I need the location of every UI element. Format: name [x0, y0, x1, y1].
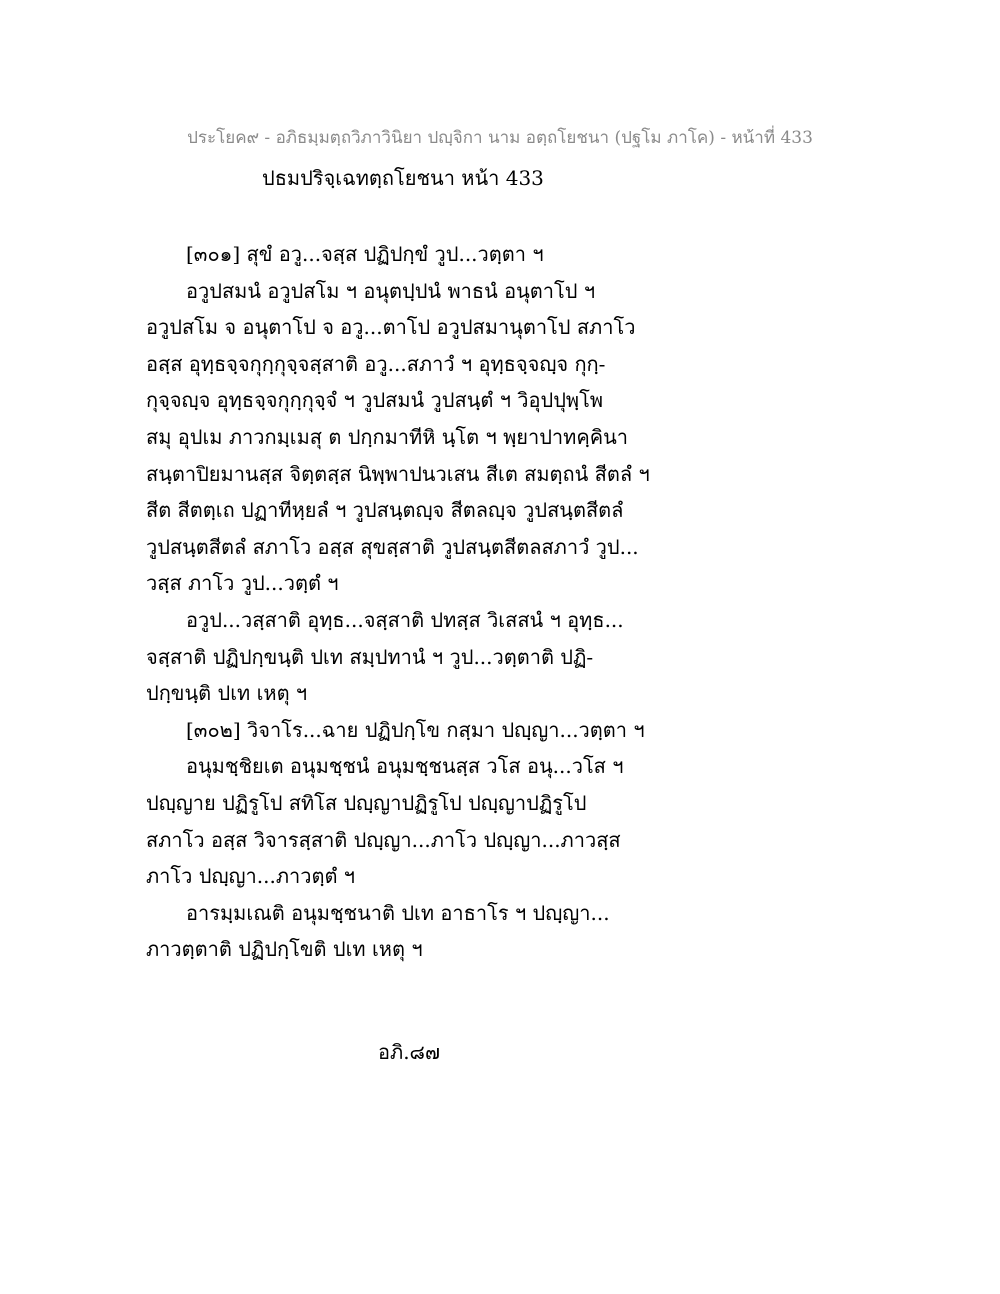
paragraph-line: วูปสนฺตสีตลํ สภาโว อสฺส สุขสฺสาติ วูปสนฺตสีตลสภาวํ วูป... — [146, 534, 639, 559]
paragraph-line: ปกฺขนฺติ ปเท เหตุ ฯ — [146, 681, 308, 706]
paragraph-line: [๓๐๒] วิจาโร...ฉาย ปฏิปกฺโข กสฺมา ปญฺญา...วตฺตา ฯ — [186, 717, 645, 742]
paragraph-line: ภาวตฺตาติ ปฏิปกฺโขติ ปเท เหตุ ฯ — [146, 937, 423, 962]
paragraph-line: อวูปสโม จ อนุตาโป จ อวู...ตาโป อวูปสมานุตาโป สภาโว — [146, 315, 636, 340]
paragraph-line: วสฺส ภาโว วูป...วตฺตํ ฯ — [146, 571, 339, 596]
paragraph-line: อนุมชฺชิยเต อนุมชฺชนํ อนุมชฺชนสฺส วโส อนุ...วโส ฯ — [186, 754, 624, 779]
paragraph-line: สีต สีตตฺเถ ปฏาทีหฺยลํ ฯ วูปสนฺตญฺจ สีตลญฺจ วูปสนฺตสีตลํ — [146, 498, 624, 523]
paragraph-line: สนฺตาปิยมานสฺส จิตฺตสฺส นิพฺพาปนวเสน สีเต สมตฺถนํ สีตลํ ฯ — [146, 461, 650, 486]
page-signature: อภิ.๘๗ — [378, 1040, 441, 1064]
paragraph-line: สภาโว อสฺส วิจารสฺสาติ ปญฺญา...ภาโว ปญฺญา...ภาวสฺส — [146, 827, 621, 852]
running-header: ประโยค๙ - อภิธมฺมตฺถวิภาวินิยา ปญฺจิกา นาม อตฺถโยชนา (ปฐโม ภาโค) - หน้าที่ 433 — [187, 128, 813, 148]
paragraph-line: กุจฺจญฺจ อุทฺธจฺจกุกฺกุจฺจํ ฯ วูปสมนํ วูปสนฺตํ ฯ วิอุปปุพฺโพ — [146, 388, 604, 413]
body-text — [146, 236, 706, 968]
paragraph-line: จสฺสาติ ปฏิปกฺขนฺติ ปเท สมฺปทานํ ฯ วูป...วตฺตาติ ปฏิ- — [146, 644, 594, 669]
paragraph-line: ปญฺญาย ปฏิรูโป สทิโส ปญฺญาปฏิรูโป ปญฺญาปฏิรูโป — [146, 790, 587, 815]
paragraph-line: อวูป...วสฺสาติ อุทฺธ...จสฺสาติ ปทสฺส วิเสสนํ ฯ อุทฺธ... — [186, 607, 624, 632]
paragraph-line: [๓๐๑] สุขํ อวู...จสฺส ปฏิปกฺขํ วูป...วตฺตา ฯ — [186, 242, 544, 266]
paragraph-line: อสฺส อุทฺธจฺจกุกฺกุจฺจสฺสาติ อวู...สภาวํ ฯ อุทฺธจฺจญฺจ กุกฺ- — [146, 351, 606, 376]
page-title: ปธมปริจฺเฉทตฺถโยชนา หน้า 433 — [262, 166, 544, 190]
paragraph-line: อารมฺมเณติ อนุมชฺชนาติ ปเท อาธาโร ฯ ปญฺญา... — [186, 900, 610, 925]
paragraph-line: สมุ อุปเม ภาวกมฺเมสุ ต ปกฺกมาทีหิ นฺโต ฯ พฺยาปาทคฺคินา — [146, 424, 629, 449]
paragraph-line: อวูปสมนํ อวูปสโม ฯ อนุตปฺปนํ พาธนํ อนุตาโป ฯ — [186, 278, 596, 303]
paragraph-line: ภาโว ปญฺญา...ภาวตฺตํ ฯ — [146, 864, 356, 889]
